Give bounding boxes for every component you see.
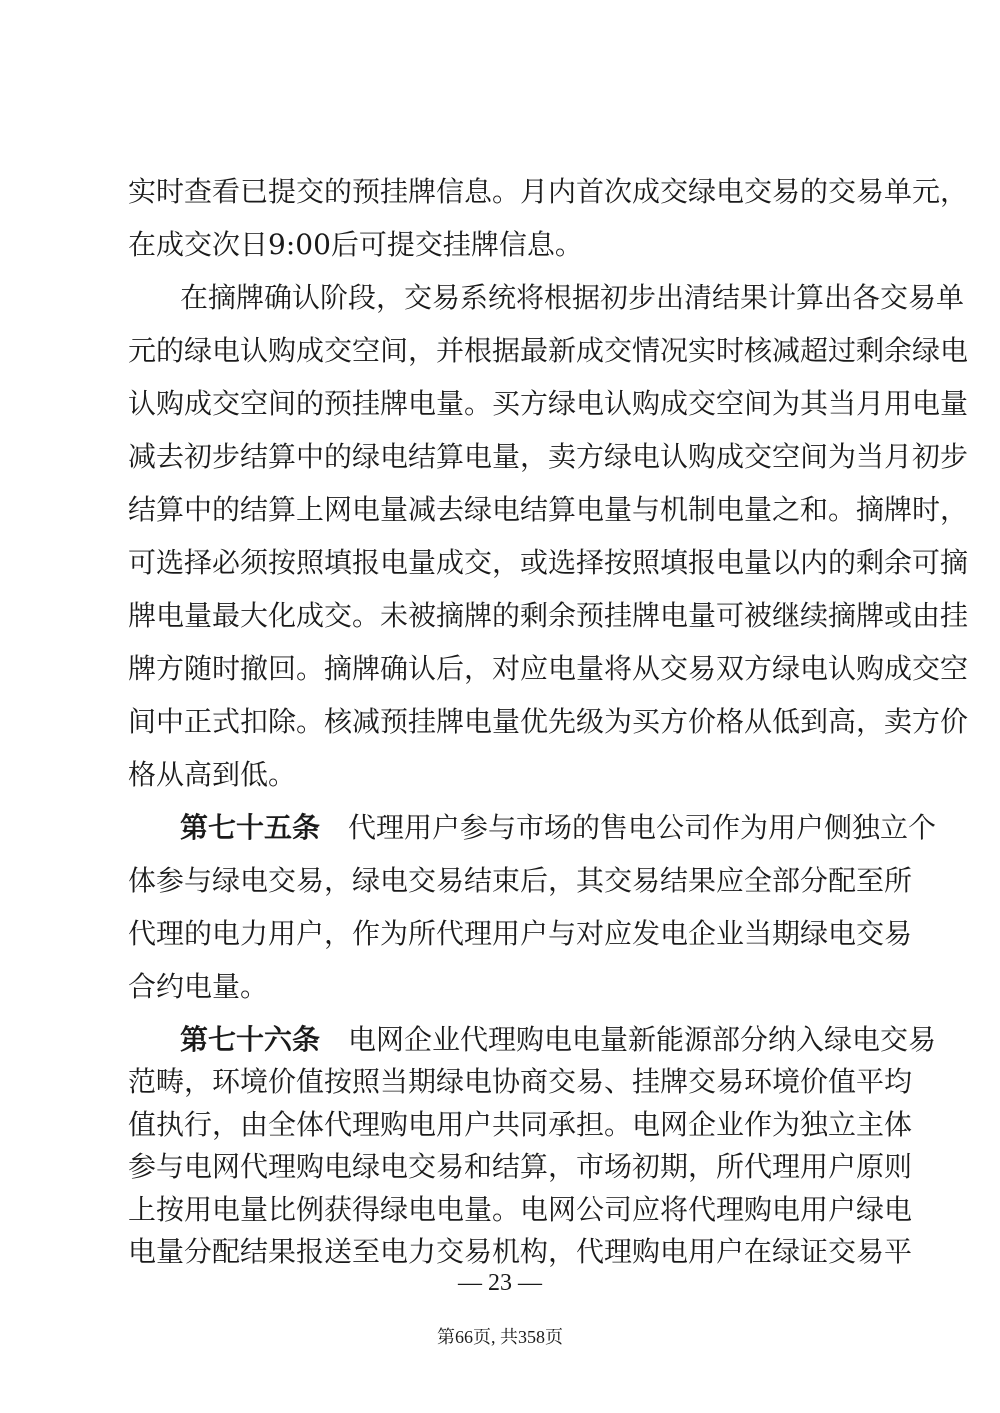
- article-heading: 第七十五条: [180, 811, 321, 844]
- text-line: 参与电网代理购电绿电交易和结算，市场初期，所代理用户原则: [128, 1150, 913, 1184]
- text-line: 电量分配结果报送至电力交易机构，代理购电用户在绿证交易平: [128, 1235, 913, 1268]
- text-line: 牌电量最大化成交。未被摘牌的剩余预挂牌电量可被继续摘牌或由挂: [128, 599, 969, 632]
- text-line: 代理用户参与市场的售电公司作为用户侧独立个: [348, 811, 937, 844]
- text-line: 认购成交空间的预挂牌电量。买方绿电认购成交空间为其当月用电量: [128, 387, 969, 420]
- text-line: 减去初步结算中的绿电结算电量，卖方绿电认购成交空间为当月初步: [128, 440, 969, 473]
- text-line: 实时查看已提交的预挂牌信息。月内首次成交绿电交易的交易单元，: [128, 175, 969, 208]
- text-line: 值执行，由全体代理购电用户共同承担。电网企业作为独立主体: [128, 1107, 913, 1141]
- text-line: 可选择必须按照填报电量成交，或选择按照填报电量以内的剩余可摘: [128, 546, 969, 579]
- text-line: 电网企业代理购电电量新能源部分纳入绿电交易: [348, 1023, 937, 1056]
- text-line: 上按用电量比例获得绿电电量。电网公司应将代理购电用户绿电: [128, 1192, 913, 1226]
- page-number: — 23 —: [458, 1270, 542, 1296]
- text-line: 格从高到低。: [128, 758, 297, 791]
- text-line: 代理的电力用户，作为所代理用户与对应发电企业当期绿电交易: [128, 917, 913, 950]
- text-line: 在成交次日9:00后可提交挂牌信息。: [128, 228, 583, 261]
- text-line: 合约电量。: [128, 970, 269, 1003]
- text-line: 牌方随时撤回。摘牌确认后，对应电量将从交易双方绿电认购成交空: [128, 652, 969, 685]
- text-line: 在摘牌确认阶段，交易系统将根据初步出清结果计算出各交易单: [180, 281, 965, 314]
- text-line: 结算中的结算上网电量减去绿电结算电量与机制电量之和。摘牌时，: [128, 493, 969, 526]
- page-counter: 第66页, 共358页: [437, 1327, 563, 1347]
- text-line: 元的绿电认购成交空间，并根据最新成交情况实时核减超过剩余绿电: [128, 334, 969, 367]
- article-heading: 第七十六条: [180, 1023, 321, 1056]
- article-first-line: [0, 808, 1000, 848]
- text-line: 范畴，环境价值按照当期绿电协商交易、挂牌交易环境价值平均: [128, 1065, 913, 1099]
- text-line: 间中正式扣除。核减预挂牌电量优先级为买方价格从低到高，卖方价: [128, 705, 969, 738]
- article-first-line: [0, 1020, 1000, 1060]
- text-line: 体参与绿电交易，绿电交易结束后，其交易结果应全部分配至所: [128, 864, 913, 897]
